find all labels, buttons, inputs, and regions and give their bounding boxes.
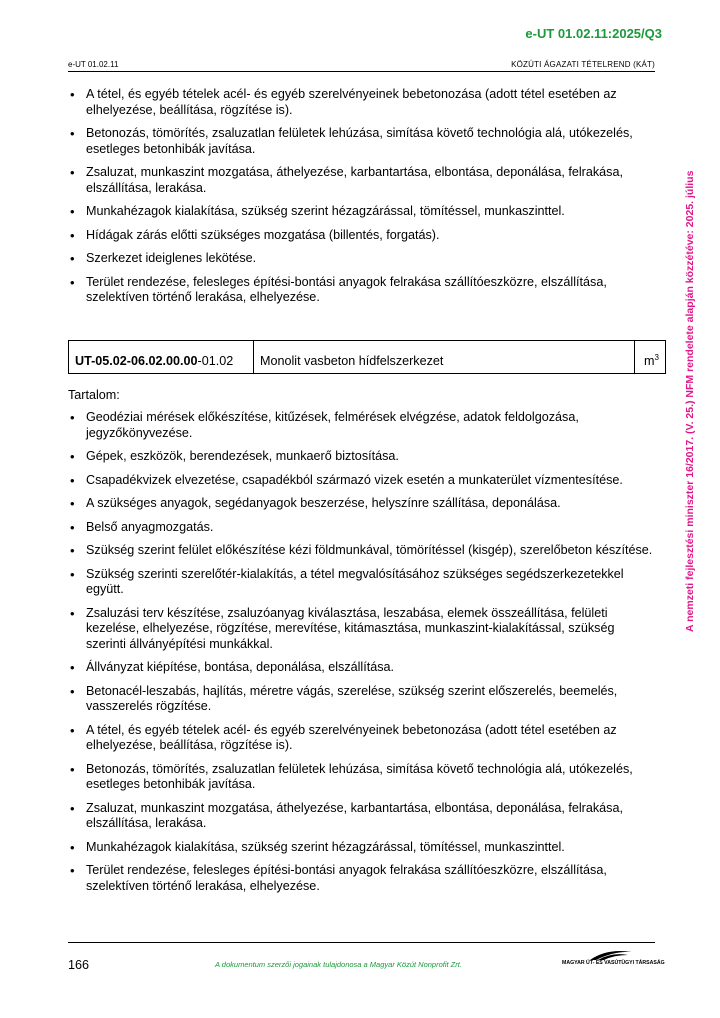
logo-text: MAGYAR ÚT- ÉS VASÚTÜGYI TÁRSASÁG [562,960,665,966]
list-item: • Zsaluzási terv készítése, zsaluzóanyag kiválasztása, leszabása, elemek összeállítása, felületi kezelése, elhelyezése, rögzítése, merevítése, kitámasztása, munkaszint-kialakítással, szükség szerinti állványépítési munkákkal. [68,606,653,653]
list-item: • A tétel, és egyéb tételek acél- és egyéb szerelvényeinek bebetonozása (adott tétel esetében az elhelyezése, beállítása, rögzítése is). [68,87,638,118]
list-item: • Betonacél-leszabás, hajlítás, méretre vágás, szerelése, szükség szerint előszerelés, beemelés, vasszerelés rögzítése. [68,684,653,715]
list-item: • Szükség szerinti szerelőtér-kialakítás, a tétel megvalósításához szükséges segédszerkezetekkel együtt. [68,567,653,598]
running-header [68,60,655,72]
item-code-suffix: -01.02 [197,354,234,368]
item-header-table [68,340,666,374]
item-name: Monolit vasbeton hídfelszerkezet [260,354,444,368]
list-item: • Csapadékvizek elvezetése, csapadékból származó vizek esetén a munkaterület vízmentesítése. [68,473,653,489]
list-item: • Állványzat kiépítése, bontása, deponálása, elszállítása. [68,660,653,676]
item-unit-cell [635,341,666,374]
table-row [69,341,666,374]
list-item: • Betonozás, tömörítés, zsaluzatlan felületek lehúzása, simítása követő technológia alá, utókezelés, esetleges betonhibák javítása. [68,126,638,157]
list-item: • Belső anyagmozgatás. [68,520,653,536]
content-bullet-list [68,410,653,902]
item-unit: m [644,354,655,368]
list-item: • A tétel, és egyéb tételek acél- és egyéb szerelvényeinek bebetonozása (adott tétel esetében az elhelyezése, beállítása, rögzítése is). [68,723,653,754]
list-item: • Terület rendezése, felesleges építési-bontási anyagok felrakása szállítóeszközre, elszállítása, szelektíven történő lerakása, elhelyezése. [68,275,638,306]
list-item: • Szerkezet ideiglenes lekötése. [68,251,638,267]
item-unit-exponent: 3 [654,352,659,362]
list-item: • Szükség szerint felület előkészítése kézi földmunkával, tömörítéssel (kisgép), szerelőbeton készítése. [68,543,653,559]
list-item: • Zsaluzat, munkaszint mozgatása, áthelyezése, karbantartása, elbontása, deponálása, felrakása, elszállítása, lerakása. [68,801,653,832]
content-label: Tartalom: [68,388,120,402]
header-left: e-UT 01.02.11 [68,60,119,69]
list-item: • Zsaluzat, munkaszint mozgatása, áthelyezése, karbantartása, elbontása, deponálása, felrakása, elszállítása, lerakása. [68,165,638,196]
list-item: • Gépek, eszközök, berendezések, munkaerő biztosítása. [68,449,653,465]
list-item: • Hídágak zárás előtti szükséges mozgatása (billentés, forgatás). [68,228,638,244]
list-item: • Geodéziai mérések előkészítése, kitűzések, felmérések elvégzése, adatok feldolgozása, jegyzőkönyvezése. [68,410,653,441]
item-code-cell [69,341,254,374]
footer-divider [68,942,655,943]
list-item: • Munkahézagok kialakítása, szükség szerint hézagzárással, tömítéssel, munkaszinttel. [68,204,638,220]
header-right: KÖZÚTI ÁGAZATI TÉTELREND (KÁT) [511,60,655,69]
page-number: 166 [68,958,90,972]
item-name-cell [254,341,635,374]
side-publication-note: A nemzeti fejlesztési miniszter 16/2017. (V. 25.) NFM rendelete alapján közzétéve: 2025. július [684,170,696,632]
road-swoosh-icon [562,946,657,970]
document-code: e-UT 01.02.11:2025/Q3 [525,26,662,41]
list-item: • Betonozás, tömörítés, zsaluzatlan felületek lehúzása, simítása követő technológia alá, utókezelés, esetleges betonhibák javítása. [68,762,653,793]
list-item: • Terület rendezése, felesleges építési-bontási anyagok felrakása szállítóeszközre, elszállítása, szelektíven történő lerakása, elhelyezése. [68,863,653,894]
copyright-note: A dokumentum szerzői jogainak tulajdonosa a Magyar Közút Nonprofit Zrt. [215,960,462,969]
item-code: UT-05.02-06.02.00.00 [75,354,198,368]
list-item: • A szükséges anyagok, segédanyagok beszerzése, helyszínre szállítása, deponálása. [68,496,653,512]
list-item: • Munkahézagok kialakítása, szükség szerint hézagzárással, tömítéssel, munkaszinttel. [68,840,653,856]
bullet-list-continued [68,87,638,314]
